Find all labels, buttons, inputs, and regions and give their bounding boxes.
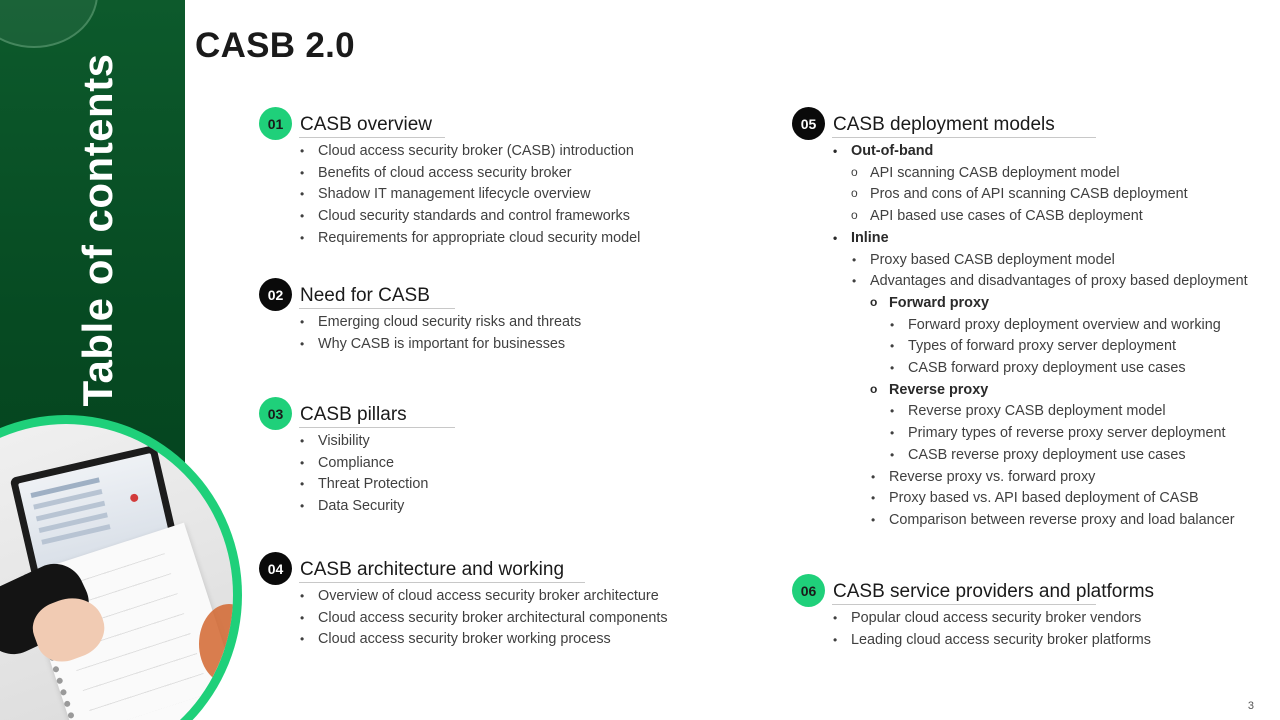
- list-item: • Advantages and disadvantages of proxy based deployment: [792, 271, 1248, 293]
- section-title: Need for CASB: [300, 285, 430, 306]
- list-item: • Reverse proxy vs. forward proxy: [792, 467, 1248, 489]
- section-casb-deployment-models: [792, 107, 1248, 532]
- section-number-badge: 03: [259, 397, 292, 430]
- section-underline: [299, 582, 585, 583]
- section-title: CASB service providers and platforms: [833, 581, 1155, 602]
- page-title: CASB 2.0: [195, 26, 355, 65]
- list-item: • Visibility: [259, 431, 428, 453]
- page-number: 3: [1247, 700, 1254, 712]
- section-number-badge: 05: [792, 107, 825, 140]
- list-item: • Data Security: [259, 496, 428, 518]
- list-item: • Proxy based vs. API based deployment of CASB: [792, 488, 1248, 510]
- list-item-heading: • Inline: [792, 228, 1248, 250]
- section-item-list: [792, 141, 1248, 532]
- list-item: • CASB forward proxy deployment use cases: [792, 358, 1248, 380]
- section-need-for-casb: [259, 278, 581, 355]
- list-item: • Reverse proxy CASB deployment model: [792, 401, 1248, 423]
- section-number-badge: 02: [259, 278, 292, 311]
- section-casb-architecture: [259, 552, 668, 651]
- section-title: CASB overview: [300, 114, 432, 135]
- section-title: CASB pillars: [300, 404, 407, 425]
- list-item: • Compliance: [259, 453, 428, 475]
- list-item: • Why CASB is important for businesses: [259, 334, 581, 356]
- list-item: • Benefits of cloud access security broker: [259, 163, 640, 185]
- list-item: • Cloud access security broker (CASB) introduction: [259, 141, 640, 163]
- list-item-heading: o Reverse proxy: [792, 380, 1248, 402]
- list-item: • Emerging cloud security risks and threats: [259, 312, 581, 334]
- list-item: o API based use cases of CASB deployment: [792, 206, 1248, 228]
- decorative-circle: [0, 0, 98, 48]
- section-underline: [832, 604, 1096, 605]
- list-item: • Proxy based CASB deployment model: [792, 250, 1248, 272]
- section-number-badge: 01: [259, 107, 292, 140]
- photo-frame: [0, 415, 242, 720]
- sidebar-title: Table of contents: [74, 53, 121, 407]
- list-item: • CASB reverse proxy deployment use cases: [792, 445, 1248, 467]
- section-casb-overview: [259, 107, 640, 250]
- list-item: • Types of forward proxy server deployment: [792, 336, 1248, 358]
- office-photo: [0, 424, 233, 720]
- list-item-heading: o Forward proxy: [792, 293, 1248, 315]
- list-item: • Popular cloud access security broker vendors: [792, 608, 1151, 630]
- section-item-list: [259, 586, 668, 651]
- list-item: • Cloud security standards and control frameworks: [259, 206, 640, 228]
- list-item: • Cloud access security broker architectural components: [259, 608, 668, 630]
- list-item: • Primary types of reverse proxy server deployment: [792, 423, 1248, 445]
- section-casb-pillars: [259, 397, 428, 518]
- section-underline: [299, 137, 445, 138]
- list-item: • Overview of cloud access security broker architecture: [259, 586, 668, 608]
- list-item: • Shadow IT management lifecycle overview: [259, 184, 640, 206]
- section-item-list: [259, 141, 640, 250]
- section-number-badge: 04: [259, 552, 292, 585]
- list-item: • Forward proxy deployment overview and working: [792, 315, 1248, 337]
- section-item-list: [259, 431, 428, 518]
- section-casb-service-providers: [792, 574, 1155, 651]
- list-item: • Requirements for appropriate cloud security model: [259, 228, 640, 250]
- list-item: • Threat Protection: [259, 474, 428, 496]
- list-item: o API scanning CASB deployment model: [792, 163, 1248, 185]
- section-underline: [299, 308, 455, 309]
- list-item: • Cloud access security broker working process: [259, 629, 668, 651]
- section-item-list: [792, 608, 1151, 651]
- list-item-heading: • Out-of-band: [792, 141, 1248, 163]
- list-item: • Comparison between reverse proxy and load balancer: [792, 510, 1248, 532]
- list-item: • Leading cloud access security broker platforms: [792, 630, 1151, 652]
- section-underline: [299, 427, 455, 428]
- section-title: CASB architecture and working: [300, 559, 565, 580]
- section-number-badge: 06: [792, 574, 825, 607]
- section-title: CASB deployment models: [833, 114, 1055, 135]
- section-underline: [832, 137, 1096, 138]
- list-item: o Pros and cons of API scanning CASB deployment: [792, 184, 1248, 206]
- section-item-list: [259, 312, 581, 355]
